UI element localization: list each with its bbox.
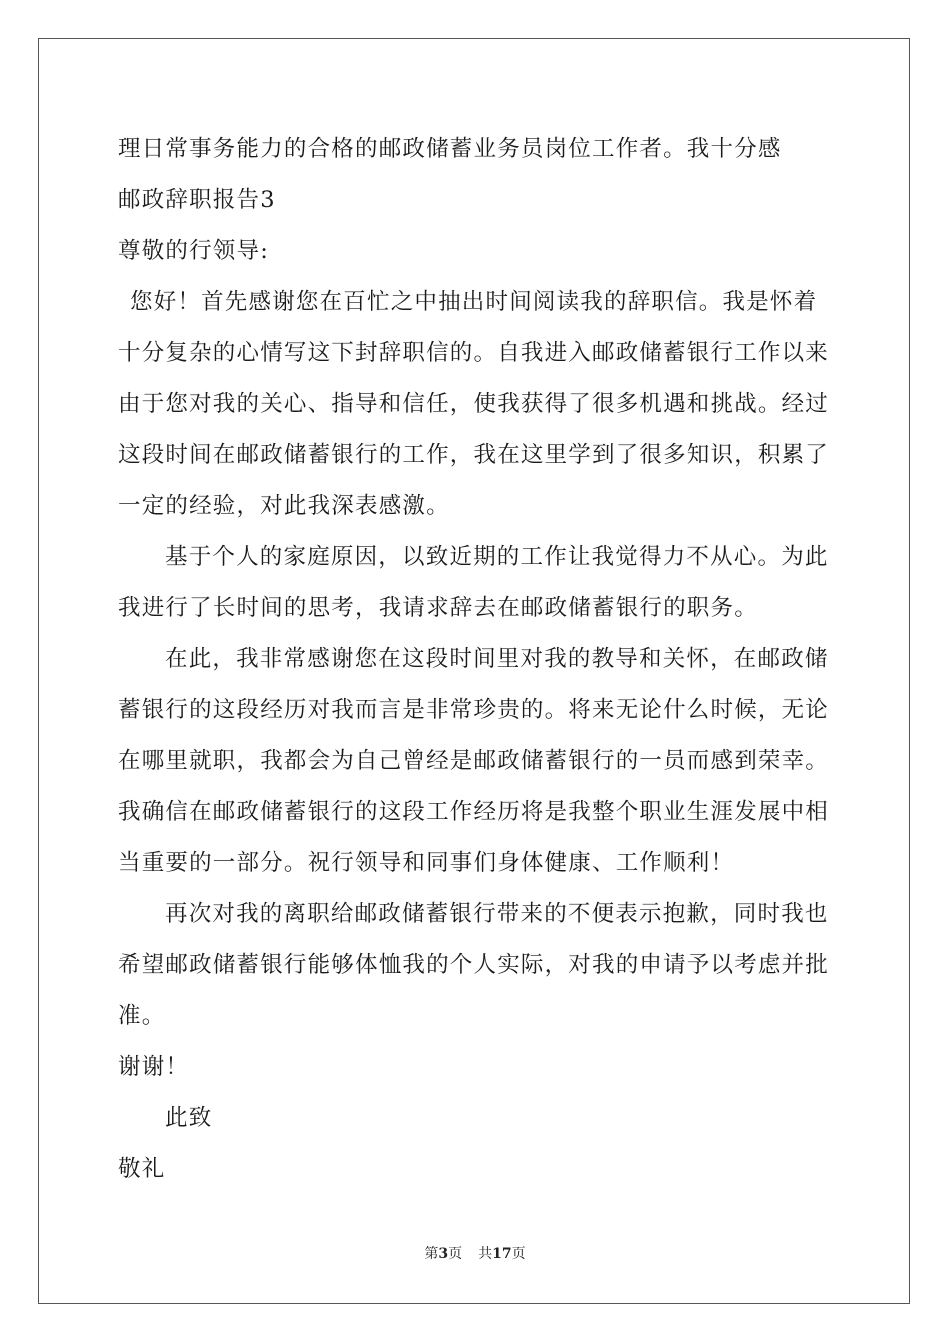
thanks-line: 谢谢！ xyxy=(118,1054,190,1080)
paragraph-line: 我进行了长时间的思考，我请求辞去在邮政储蓄银行的职务。 xyxy=(118,595,758,621)
paragraph-line: 基于个人的家庭原因，以致近期的工作让我觉得力不从心。为此 xyxy=(165,544,829,570)
paragraph-line: 十分复杂的心情写这下封辞职信的。自我进入邮政储蓄银行工作以来 xyxy=(118,340,830,366)
paragraph-line: 我确信在邮政储蓄银行的这段工作经历将是我整个职业生涯发展中相 xyxy=(118,799,830,825)
paragraph-line: 希望邮政储蓄银行能够体恤我的个人实际，对我的申请予以考虑并批 xyxy=(118,952,830,978)
closing-salute: 敬礼 xyxy=(118,1156,166,1182)
section-title: 邮政辞职报告3 xyxy=(118,187,276,213)
footer-prefix: 第 xyxy=(424,1246,439,1262)
paragraph-thanks xyxy=(118,634,838,889)
footer-page-number: 3 xyxy=(438,1246,449,1262)
footer-total-pages: 17 xyxy=(492,1246,512,1262)
footer-page-suffix: 页 xyxy=(448,1246,463,1262)
paragraph-line: 一定的经验，对此我深表感激。 xyxy=(118,493,450,519)
closing-regards: 此致 xyxy=(165,1105,213,1131)
paragraph-line: 再次对我的离职给邮政储蓄银行带来的不便表示抱歉，同时我也 xyxy=(165,901,829,927)
paragraph-line: 由于您对我的关心、指导和信任，使我获得了很多机遇和挑战。经过 xyxy=(118,391,830,417)
footer-total-prefix: 共 xyxy=(478,1246,493,1262)
footer-total-suffix: 页 xyxy=(511,1246,526,1262)
salutation: 尊敬的行领导: xyxy=(118,238,269,264)
paragraph-line: 当重要的一部分。祝行领导和同事们身体健康、工作顺利！ xyxy=(118,850,735,876)
paragraph-greeting xyxy=(118,277,838,532)
paragraph-apology xyxy=(118,889,838,1042)
paragraph-line: 这段时间在邮政储蓄银行的工作，我在这里学到了很多知识，积累了 xyxy=(118,442,830,468)
paragraph-line: 您好！首先感谢您在百忙之中抽出时间阅读我的辞职信。我是怀着 xyxy=(130,289,818,315)
paragraph-line: 准。 xyxy=(118,1003,166,1029)
paragraph-line: 蓄银行的这段经历对我而言是非常珍贵的。将来无论什么时候，无论 xyxy=(118,697,830,723)
paragraph-line: 在哪里就职，我都会为自己曾经是邮政储蓄银行的一员而感到荣幸。 xyxy=(118,748,830,774)
document-body xyxy=(118,124,838,1195)
paragraph-reason xyxy=(118,532,838,634)
page-footer xyxy=(0,1244,950,1264)
paragraph-line: 在此，我非常感谢您在这段时间里对我的教导和关怀，在邮政储 xyxy=(165,646,829,672)
continued-text-line: 理日常事务能力的合格的邮政储蓄业务员岗位工作者。我十分感 xyxy=(118,136,782,162)
